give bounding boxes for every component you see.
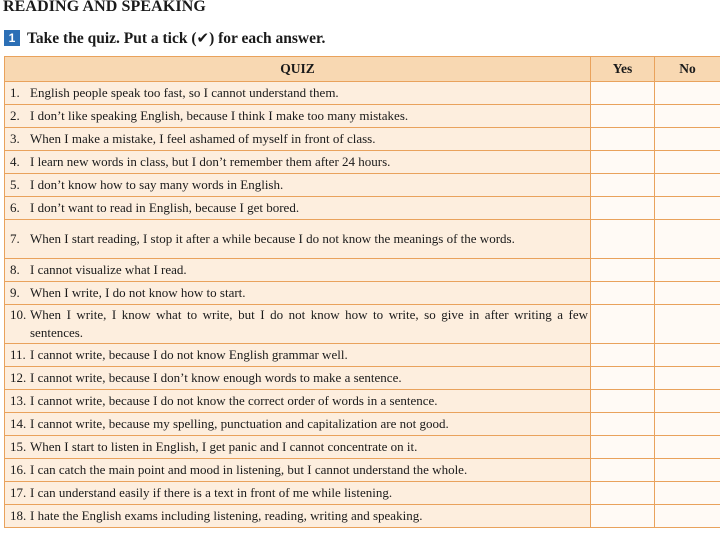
yes-answer-cell[interactable] [591, 482, 655, 505]
quiz-row [5, 128, 720, 151]
no-answer-cell[interactable] [655, 282, 720, 305]
question-text: I don’t want to read in English, because I get bored. [30, 200, 300, 215]
no-answer-cell[interactable] [655, 128, 720, 151]
question-number: 12. [10, 370, 27, 385]
quiz-row [5, 259, 720, 282]
question-number: 18. [10, 508, 27, 523]
yes-answer-cell[interactable] [591, 367, 655, 390]
instruction-after: ) for each answer. [209, 29, 326, 47]
quiz-row [5, 390, 720, 413]
question-text: When I start to listen in English, I get panic and I cannot concentrate on it. [30, 439, 418, 454]
no-answer-cell[interactable] [655, 436, 720, 459]
question-text: I cannot write, because my spelling, punctuation and capitalization are not good. [30, 416, 449, 431]
no-answer-cell[interactable] [655, 367, 720, 390]
question-number: 13. [10, 393, 27, 408]
no-answer-cell[interactable] [655, 259, 720, 282]
yes-answer-cell[interactable] [591, 282, 655, 305]
no-answer-cell[interactable] [655, 151, 720, 174]
no-answer-cell[interactable] [655, 505, 720, 528]
quiz-question-cell [5, 367, 591, 390]
question-number: 8. [10, 262, 20, 277]
quiz-row [5, 305, 720, 344]
quiz-row [5, 220, 720, 259]
quiz-row [5, 436, 720, 459]
no-answer-cell[interactable] [655, 305, 720, 344]
question-number: 15. [10, 439, 27, 454]
question-text: I don’t like speaking English, because I think I make too many mistakes. [30, 108, 409, 123]
quiz-question-cell [5, 344, 591, 367]
question-text: When I make a mistake, I feel ashamed of myself in front of class. [30, 131, 376, 146]
quiz-row [5, 367, 720, 390]
quiz-row [5, 197, 720, 220]
question-text: I don’t know how to say many words in English. [30, 177, 284, 192]
question-number: 6. [10, 200, 20, 215]
quiz-question-cell [5, 436, 591, 459]
exercise-number-badge: 1 [4, 30, 20, 46]
quiz-row [5, 344, 720, 367]
question-text: When I write, I know what to write, but I do not know how to write, so give in after writing a few sentences. [30, 307, 588, 340]
instruction-before: Take the quiz. Put a tick ( [27, 29, 197, 47]
question-number: 1. [10, 85, 20, 100]
yes-answer-cell[interactable] [591, 259, 655, 282]
yes-answer-cell[interactable] [591, 459, 655, 482]
quiz-question-cell [5, 151, 591, 174]
tick-icon: ✔ [196, 28, 210, 47]
no-answer-cell[interactable] [655, 220, 720, 259]
quiz-row [5, 282, 720, 305]
question-text: When I start reading, I stop it after a while because I do not know the meanings of the words. [30, 231, 515, 246]
no-answer-cell[interactable] [655, 105, 720, 128]
question-number: 17. [10, 485, 27, 500]
yes-answer-cell[interactable] [591, 174, 655, 197]
question-text: I can understand easily if there is a text in front of me while listening. [30, 485, 393, 500]
quiz-table [4, 56, 720, 528]
quiz-question-cell [5, 105, 591, 128]
quiz-question-cell [5, 482, 591, 505]
instruction-text [27, 29, 325, 48]
quiz-question-cell [5, 82, 591, 105]
no-answer-cell[interactable] [655, 82, 720, 105]
quiz-row [5, 82, 720, 105]
question-number: 7. [10, 231, 20, 246]
question-number: 3. [10, 131, 20, 146]
question-text: I can catch the main point and mood in listening, but I cannot understand the whole. [30, 462, 468, 477]
no-answer-cell[interactable] [655, 413, 720, 436]
question-text: I cannot write, because I do not know English grammar well. [30, 347, 348, 362]
question-text: When I write, I do not know how to start. [30, 285, 246, 300]
quiz-question-cell [5, 505, 591, 528]
question-text: I cannot write, because I do not know the correct order of words in a sentence. [30, 393, 438, 408]
yes-answer-cell[interactable] [591, 305, 655, 344]
yes-answer-cell[interactable] [591, 390, 655, 413]
question-number: 4. [10, 154, 20, 169]
quiz-row [5, 482, 720, 505]
exercise-instruction [4, 28, 325, 48]
quiz-row [5, 174, 720, 197]
no-answer-cell[interactable] [655, 174, 720, 197]
yes-answer-cell[interactable] [591, 105, 655, 128]
yes-answer-cell[interactable] [591, 436, 655, 459]
question-number: 10. [10, 307, 27, 322]
quiz-question-cell [5, 128, 591, 151]
no-answer-cell[interactable] [655, 390, 720, 413]
question-text: I learn new words in class, but I don’t remember them after 24 hours. [30, 154, 391, 169]
question-number: 2. [10, 108, 20, 123]
quiz-header-row [5, 57, 720, 82]
no-answer-cell[interactable] [655, 482, 720, 505]
yes-answer-cell[interactable] [591, 220, 655, 259]
quiz-row [5, 151, 720, 174]
quiz-question-cell [5, 390, 591, 413]
yes-answer-cell[interactable] [591, 128, 655, 151]
yes-answer-cell[interactable] [591, 505, 655, 528]
quiz-question-cell [5, 282, 591, 305]
quiz-question-cell [5, 259, 591, 282]
quiz-question-cell [5, 197, 591, 220]
quiz-question-cell [5, 174, 591, 197]
quiz-row [5, 505, 720, 528]
quiz-column-header: QUIZ [5, 57, 591, 82]
quiz-question-cell [5, 413, 591, 436]
question-number: 11. [10, 347, 26, 362]
no-answer-cell[interactable] [655, 459, 720, 482]
question-number: 14. [10, 416, 27, 431]
no-answer-cell[interactable] [655, 197, 720, 220]
yes-answer-cell[interactable] [591, 197, 655, 220]
quiz-question-cell [5, 220, 591, 259]
question-text: I cannot write, because I don’t know enough words to make a sentence. [30, 370, 402, 385]
question-number: 5. [10, 177, 20, 192]
section-title: READING AND SPEAKING [3, 0, 206, 15]
question-text: I hate the English exams including listening, reading, writing and speaking. [30, 508, 423, 523]
question-text: I cannot visualize what I read. [30, 262, 187, 277]
quiz-row [5, 459, 720, 482]
quiz-question-cell [5, 459, 591, 482]
question-number: 16. [10, 462, 27, 477]
quiz-row [5, 413, 720, 436]
no-column-header: No [655, 57, 720, 82]
yes-answer-cell[interactable] [591, 82, 655, 105]
question-text: English people speak too fast, so I cannot understand them. [30, 85, 339, 100]
yes-answer-cell[interactable] [591, 413, 655, 436]
question-number: 9. [10, 285, 20, 300]
quiz-question-cell [5, 305, 591, 344]
yes-answer-cell[interactable] [591, 151, 655, 174]
yes-column-header: Yes [591, 57, 655, 82]
no-answer-cell[interactable] [655, 344, 720, 367]
yes-answer-cell[interactable] [591, 344, 655, 367]
quiz-row [5, 105, 720, 128]
